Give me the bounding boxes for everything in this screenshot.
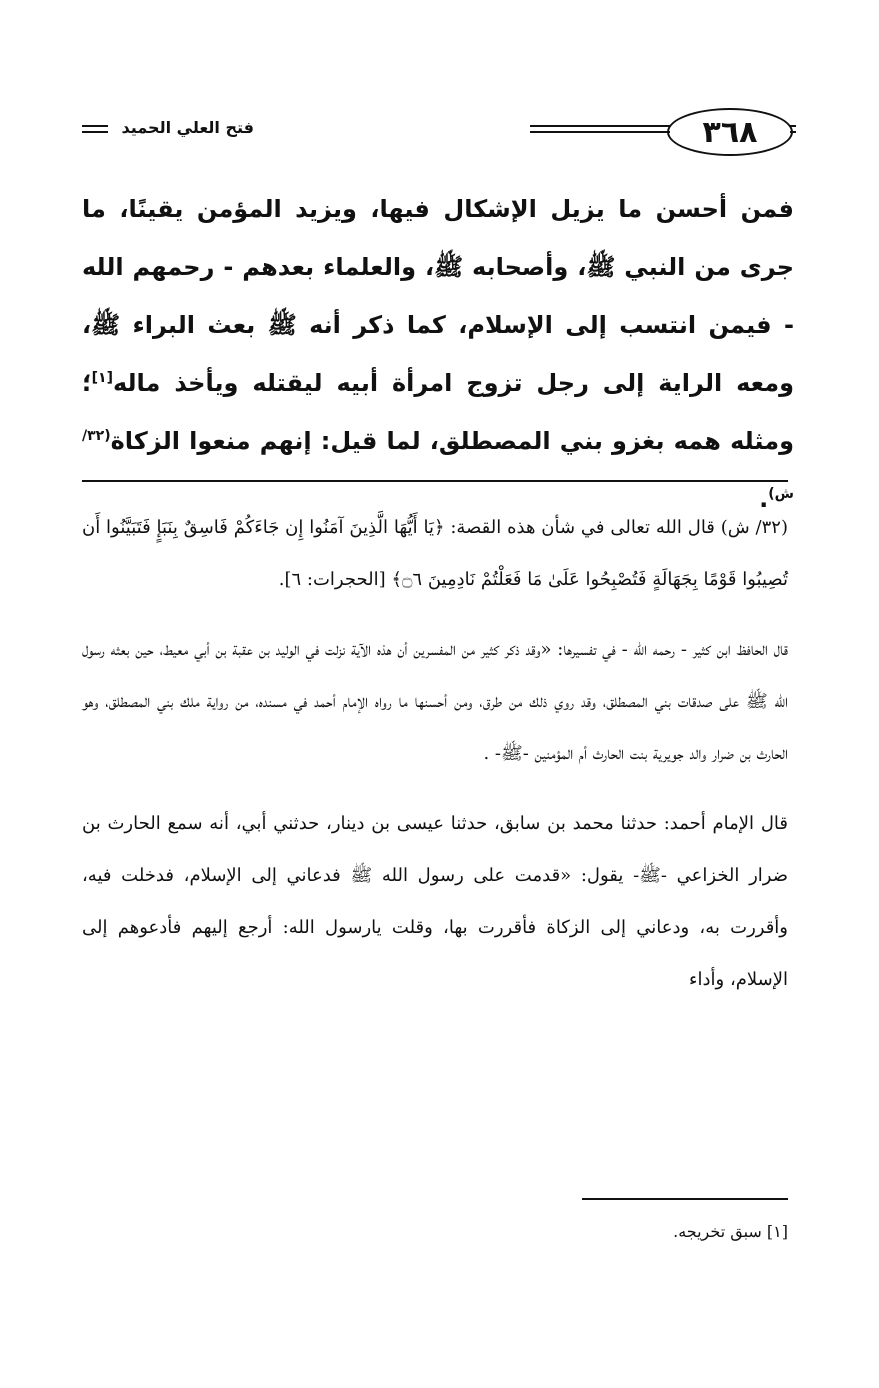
- note-quran-verse: (٣٢/ ش) قال الله تعالى في شأن هذه القصة: ﴿يَا أَيُّهَا الَّذِينَ آمَنُوا إِن جَاءَكُمْ فَاسِقٌ بِنَبَإٍ فَتَبَيَّنُوا أَن تُصِيبُوا قَوْمًا بِجَهَالَةٍ فَتُصْبِحُوا عَلَىٰ مَا فَعَلْتُمْ نَادِمِينَ ۝٦﴾ [الحجرات: ٦].: [82, 517, 788, 590]
- main-text-continued: ؛ ومثله همه بغزو بني المصطلق، لما قيل: إنهم منعوا الزكاة: [82, 369, 794, 455]
- main-paragraph: [82, 180, 794, 528]
- note-ibn-kathir: قال الحافظ ابن كثير - رحمه الله - في تفسيرها: «وقد ذكر كثير من المفسرين أن هذه الآية نزلت في الوليد بن عقبة بن أبي معيط، حين بعثه رسول الله ﷺ على صدقات بني المصطلق، وقد روي ذلك من طرق، ومن أحسنها ما رواه الإمام أحمد في مسنده، من رواية ملك بني المصطلق، وهو الحارث بن ضرار والد جويرية بنت الحارث أم المؤمنين -ﷺ- .: [82, 639, 788, 764]
- page-number: ٣٦٨: [667, 108, 793, 156]
- footnote-marker-2: (٣٢/ش): [82, 428, 794, 502]
- footnote-marker-1: [١]: [91, 370, 113, 386]
- header-rule-tail-bottom: [790, 131, 796, 133]
- header-rule-left-top: [82, 125, 108, 127]
- page-header: [82, 108, 794, 156]
- header-rule-right-top: [530, 125, 670, 127]
- commentary-notes: [82, 502, 788, 1024]
- header-rule-left-bottom: [82, 131, 108, 133]
- header-rule-tail-top: [790, 125, 796, 127]
- header-rule-right-bottom: [530, 131, 670, 133]
- bottom-footnote-separator: [582, 1198, 788, 1200]
- book-title: فتح العلي الحميد: [121, 118, 254, 137]
- note-imam-ahmad: قال الإمام أحمد: حدثنا محمد بن سابق، حدثنا عيسى بن دينار، حدثني أبي، أنه سمع الحارث بن ضرار الخزاعي -ﷺ- يقول: «قدمت على رسول الله ﷺ فدعاني إلى الإسلام، فدخلت فيه، وأقررت به، ودعاني إلى الزكاة فأقررت بها، وقلت يارسول الله: أرجع إليهم فأدعوهم إلى الإسلام، وأداء: [82, 813, 788, 990]
- main-text-end: .: [759, 485, 769, 513]
- footnote-separator: [82, 480, 788, 482]
- main-text-body: فمن أحسن ما يزيل الإشكال فيها، ويزيد المؤمن يقينًا، ما جرى من النبي ﷺ، وأصحابه ﷺ، والعلماء بعدهم - رحمهم الله - فيمن انتسب إلى الإسلام، كما ذكر أنه ﷺ بعث البراء ﷺ، ومعه الراية إلى رجل تزوج امرأة أبيه ليقتله ويأخذ ماله: [82, 195, 794, 397]
- bottom-footnote: [١] سبق تخريجه.: [673, 1222, 788, 1241]
